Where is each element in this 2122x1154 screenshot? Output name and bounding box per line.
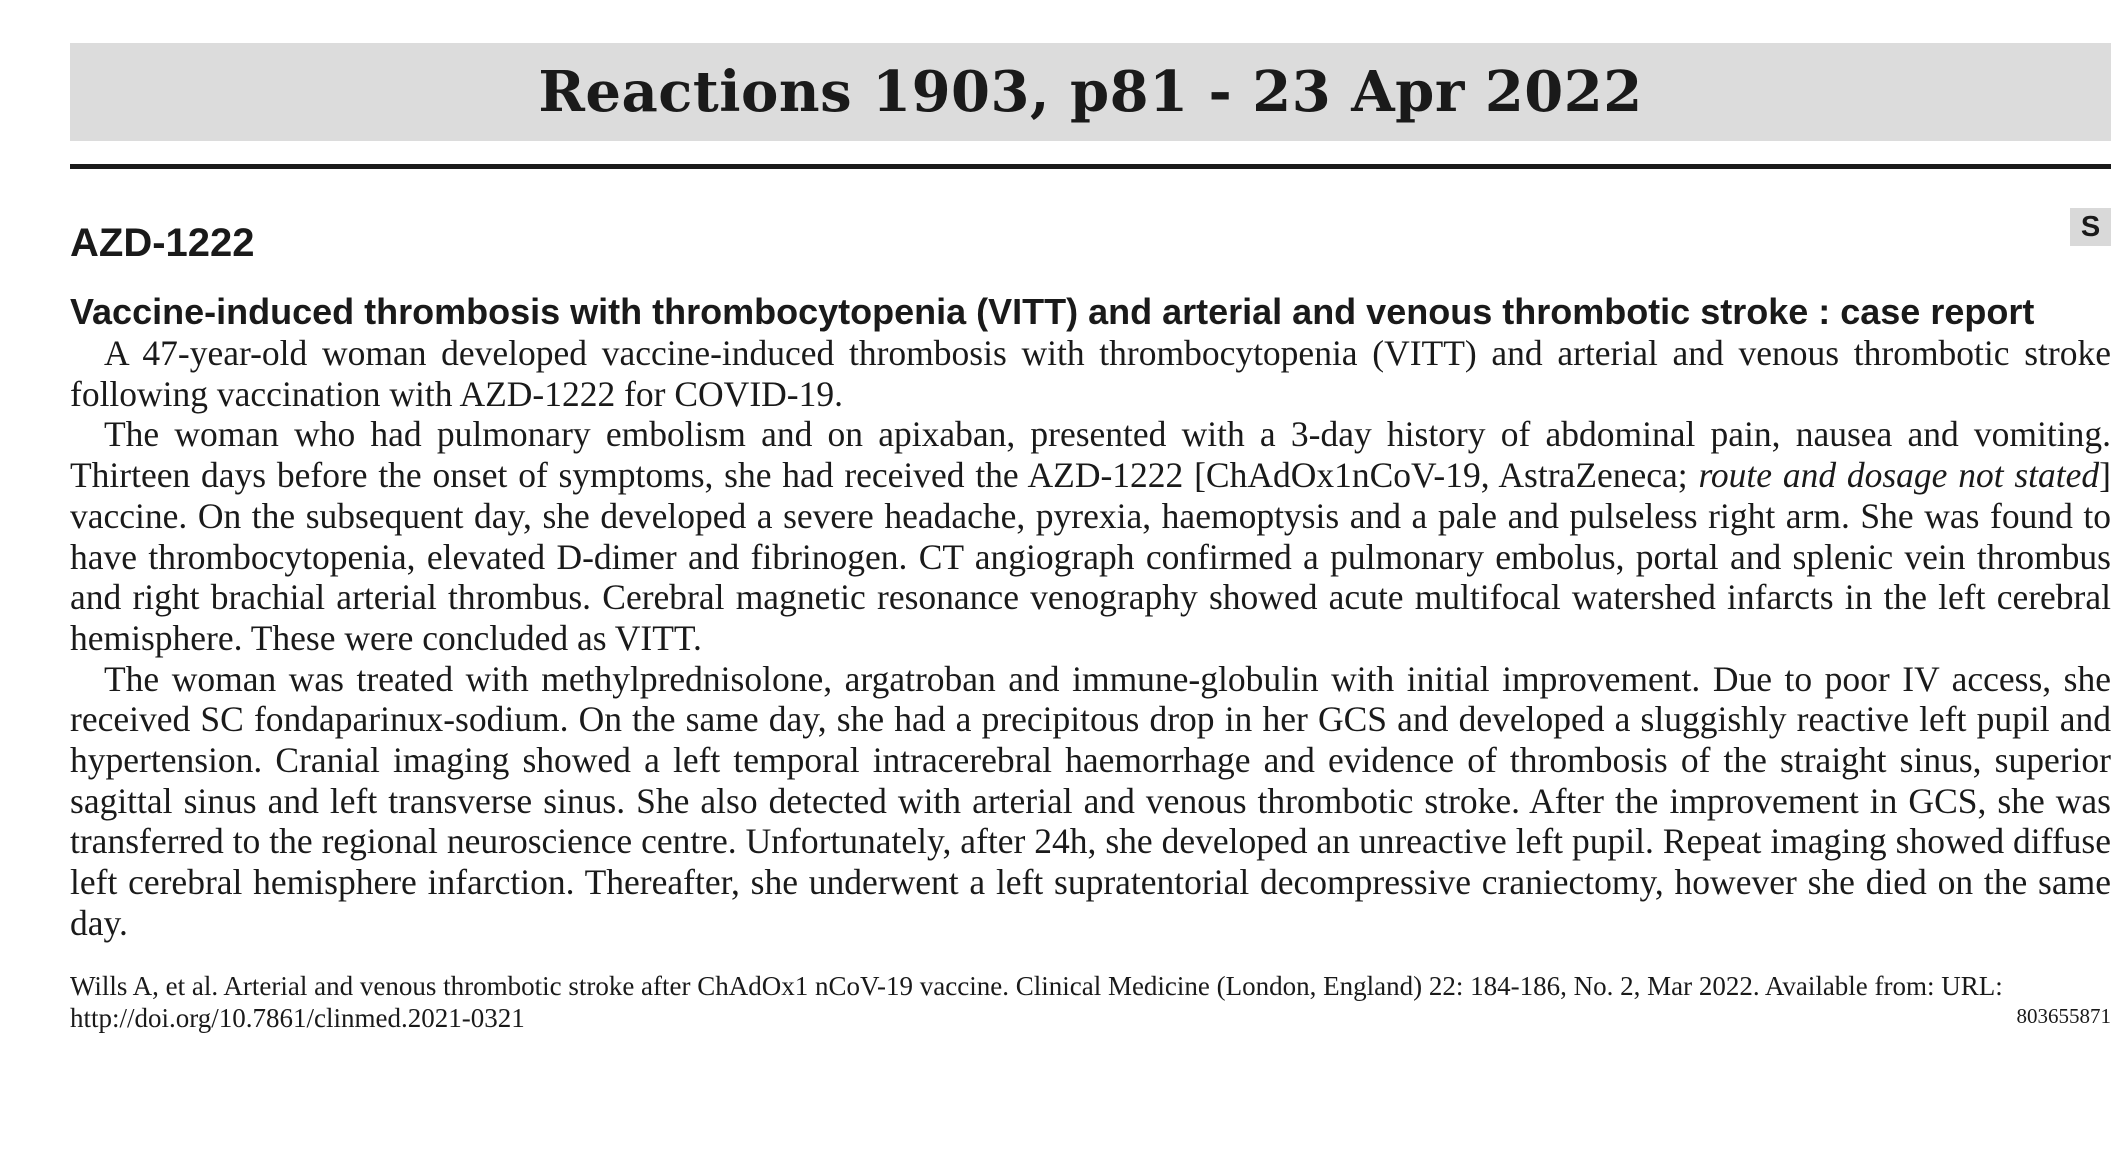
serious-badge: S: [2070, 208, 2111, 246]
citation-text: Wills A, et al. Arterial and venous thrombotic stroke after ChAdOx1 nCoV-19 vaccine. Clinical Medicine (London, England) 22: 184-186, No. 2, Mar 2022. Available from: URL: http://doi.org/10.7861/clinmed.2021-0321: [70, 970, 2003, 1033]
citation: [70, 970, 2111, 1034]
paragraph-2-italic: route and dosage not stated: [1698, 455, 2100, 496]
paragraph-1: A 47-year-old woman developed vaccine-induced thrombosis with thrombocytopenia (VITT) and arterial and venous thrombotic stroke following vaccination with AZD-1222 for COVID-19.: [70, 333, 2111, 414]
article-body: [70, 333, 2111, 944]
paragraph-2-part-2: ] vaccine. On the subsequent day, she developed a severe headache, pyrexia, haemoptysis and a pale and pulseless right arm. She was found to have thrombocytopenia, elevated D-dimer and fibrinogen. CT angiograph confirmed a pulmonary embolus, portal and splenic vein thrombus and right brachial arterial thrombus. Cerebral magnetic resonance venography showed acute multifocal watershed infarcts in the left cerebral hemisphere. These were concluded as VITT.: [70, 455, 2111, 658]
paragraph-2: [70, 414, 2111, 658]
drug-row: [70, 210, 2111, 269]
citation-id: 803655871: [2016, 1003, 2111, 1028]
document-page: [70, 43, 2111, 1034]
journal-header-title: Reactions 1903, p81 - 23 Apr 2022: [538, 59, 1643, 125]
header-band: [70, 43, 2111, 141]
article-title: Vaccine-induced thrombosis with thrombocytopenia (VITT) and arterial and venous thrombotic stroke : case report: [70, 291, 2035, 332]
paragraph-2-part-1: The woman who had pulmonary embolism and on apixaban, presented with a 3-day history of abdominal pain, nausea and vomiting. Thirteen days before the onset of symptoms, she had received the AZD-1222 [ChAdOx1nCoV-19, AstraZeneca;: [70, 414, 2111, 496]
header-divider: [70, 164, 2111, 169]
drug-name: AZD-1222: [70, 221, 255, 265]
paragraph-3: The woman was treated with methylprednisolone, argatroban and immune-globulin with initial improvement. Due to poor IV access, she received SC fondaparinux-sodium. On the same day, she had a precipitous drop in her GCS and developed a sluggishly reactive left pupil and hypertension. Cranial imaging showed a left temporal intracerebral haemorrhage and evidence of thrombosis of the straight sinus, superior sagittal sinus and left transverse sinus. She also detected with arterial and venous thrombotic stroke. After the improvement in GCS, she was transferred to the regional neuroscience centre. Unfortunately, after 24h, she developed an unreactive left pupil. Repeat imaging showed diffuse left cerebral hemisphere infarction. Thereafter, she underwent a left supratentorial decompressive craniectomy, however she died on the same day.: [70, 658, 2111, 943]
